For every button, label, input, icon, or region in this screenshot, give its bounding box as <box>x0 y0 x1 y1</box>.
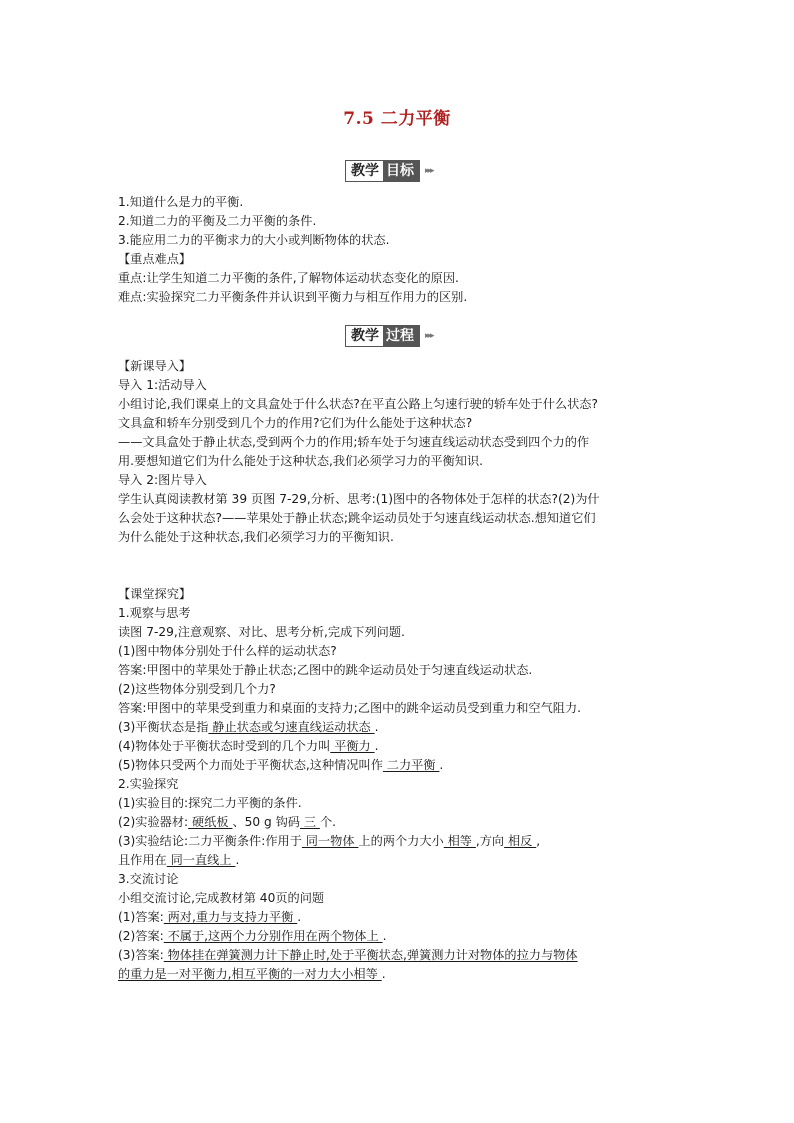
explore-line: 读图 7-29,注意观察、对比、思考分析,完成下列问题. <box>118 625 405 639</box>
explore-section <box>118 585 678 984</box>
section-heading: 【重点难点】 <box>118 252 192 266</box>
answer-line: 答案:甲图中的苹果处于静止状态;乙图中的跳伞运动员处于匀速直线运动状态. <box>118 663 533 677</box>
blank-answer: 平衡力 <box>330 739 375 753</box>
goal-line: 重点:让学生知道二力平衡的条件,了解物体运动状态变化的原因. <box>118 271 459 285</box>
banner-right-text: 目标 <box>383 161 419 181</box>
fill-blank-line: 的重力是一对平衡力,相互平衡的一对力大小相等 . <box>118 967 386 981</box>
intro-line: 为什么能处于这种状态,我们必须学习力的平衡知识. <box>118 530 394 544</box>
banner-left-text: 教学 <box>346 326 383 346</box>
teaching-process-banner <box>345 325 433 347</box>
subsection-title: 2.实验探究 <box>118 777 179 791</box>
section-heading: 【课堂探究】 <box>118 587 192 601</box>
section-heading: 【新课导入】 <box>118 359 192 373</box>
fill-blank-line: (3)答案: 物体挂在弹簧测力计下静止时,处于平衡状态,弹簧测力计对物体的拉力与物体 <box>118 948 578 962</box>
goal-line: 2.知道二力的平衡及二力平衡的条件. <box>118 214 317 228</box>
fill-blank-line: 且作用在 同一直线上 . <box>118 853 240 867</box>
blank-answer: 二力平衡 <box>382 758 440 772</box>
blank-answer: 的重力是一对平衡力,相互平衡的一对力大小相等 <box>118 967 382 981</box>
explore-line: (1)实验目的:探究二力平衡的条件. <box>118 796 302 810</box>
fill-blank-line: (2)实验器材: 硬纸板 、50 g 钩码 三 个. <box>118 815 336 829</box>
fill-blank-line: (4)物体处于平衡状态时受到的几个力叫 平衡力 . <box>118 739 379 753</box>
fill-blank-line: (3)平衡状态是指 静止状态或匀速直线运动状态 . <box>118 720 379 734</box>
blank-answer: 不属于,这两个力分别作用在两个物体上 <box>163 929 383 943</box>
page-title: 7.5 二力平衡 <box>343 109 451 129</box>
blank-answer: 相反 <box>504 834 537 848</box>
arrow-icon: ▸▸▸ <box>425 166 433 176</box>
intro-line: 导入 2:图片导入 <box>118 473 207 487</box>
intro-line: 用.要想知道它们为什么能处于这种状态,我们必须学习力的平衡知识. <box>118 454 484 468</box>
blank-answer: 两对,重力与支持力平衡 <box>163 910 298 924</box>
blank-answer: 三 <box>300 815 320 829</box>
intro-line: ——文具盒处于静止状态,受到两个力的作用;轿车处于匀速直线运动状态受到四个力的作 <box>118 435 590 449</box>
blank-answer: 同一物体 <box>301 834 359 848</box>
intro-line: 导入 1:活动导入 <box>118 378 207 392</box>
intro-line: 小组讨论,我们课桌上的文具盒处于什么状态?在平直公路上匀速行驶的轿车处于什么状态? <box>118 397 598 411</box>
goal-line: 难点:实验探究二力平衡条件并认识到平衡力与相互作用力的区别. <box>118 290 468 304</box>
banner-right-text: 过程 <box>383 326 419 346</box>
blank-answer: 静止状态或匀速直线运动状态 <box>208 720 375 734</box>
blank-answer: 硬纸板 <box>188 815 233 829</box>
fill-blank-line: (5)物体只受两个力而处于平衡状态,这种情况叫作 二力平衡 . <box>118 758 444 772</box>
explore-line: 小组交流讨论,完成教材第 40页的问题 <box>118 891 325 905</box>
goal-line: 1.知道什么是力的平衡. <box>118 195 244 209</box>
goals-section <box>118 193 678 307</box>
intro-line: 学生认真阅读教材第 39 页图 7-29,分析、思考:(1)图中的各物体处于怎样的状态?(2)为什 <box>118 492 600 506</box>
intro-line: 文具盒和轿车分别受到几个力的作用?它们为什么能处于这种状态? <box>118 416 473 430</box>
banner-left-text: 教学 <box>346 161 383 181</box>
question-line: (1)图中物体分别处于什么样的运动状态? <box>118 644 337 658</box>
arrow-icon: ▸▸▸ <box>425 331 433 341</box>
fill-blank-line: (2)答案: 不属于,这两个力分别作用在两个物体上 . <box>118 929 387 943</box>
intro-section <box>118 357 678 547</box>
subsection-title: 3.交流讨论 <box>118 872 179 886</box>
answer-line: 答案:甲图中的苹果受到重力和桌面的支持力;乙图中的跳伞运动员受到重力和空气阻力. <box>118 701 582 715</box>
blank-answer: 同一直线上 <box>166 853 236 867</box>
goal-line: 3.能应用二力的平衡求力的大小或判断物体的状态. <box>118 233 390 247</box>
blank-answer: 相等 <box>443 834 476 848</box>
intro-line: 么会处于这种状态?——苹果处于静止状态;跳伞运动员处于匀速直线运动状态.想知道它们 <box>118 511 596 525</box>
fill-blank-line: (3)实验结论:二力平衡条件:作用于 同一物体 上的两个力大小 相等 ,方向 相反 , <box>118 834 541 848</box>
blank-answer: 物体挂在弹簧测力计下静止时,处于平衡状态,弹簧测力计对物体的拉力与物体 <box>163 948 578 962</box>
question-line: (2)这些物体分别受到几个力? <box>118 682 276 696</box>
subsection-title: 1.观察与思考 <box>118 606 191 620</box>
teaching-goals-banner <box>345 160 433 182</box>
fill-blank-line: (1)答案: 两对,重力与支持力平衡 . <box>118 910 302 924</box>
